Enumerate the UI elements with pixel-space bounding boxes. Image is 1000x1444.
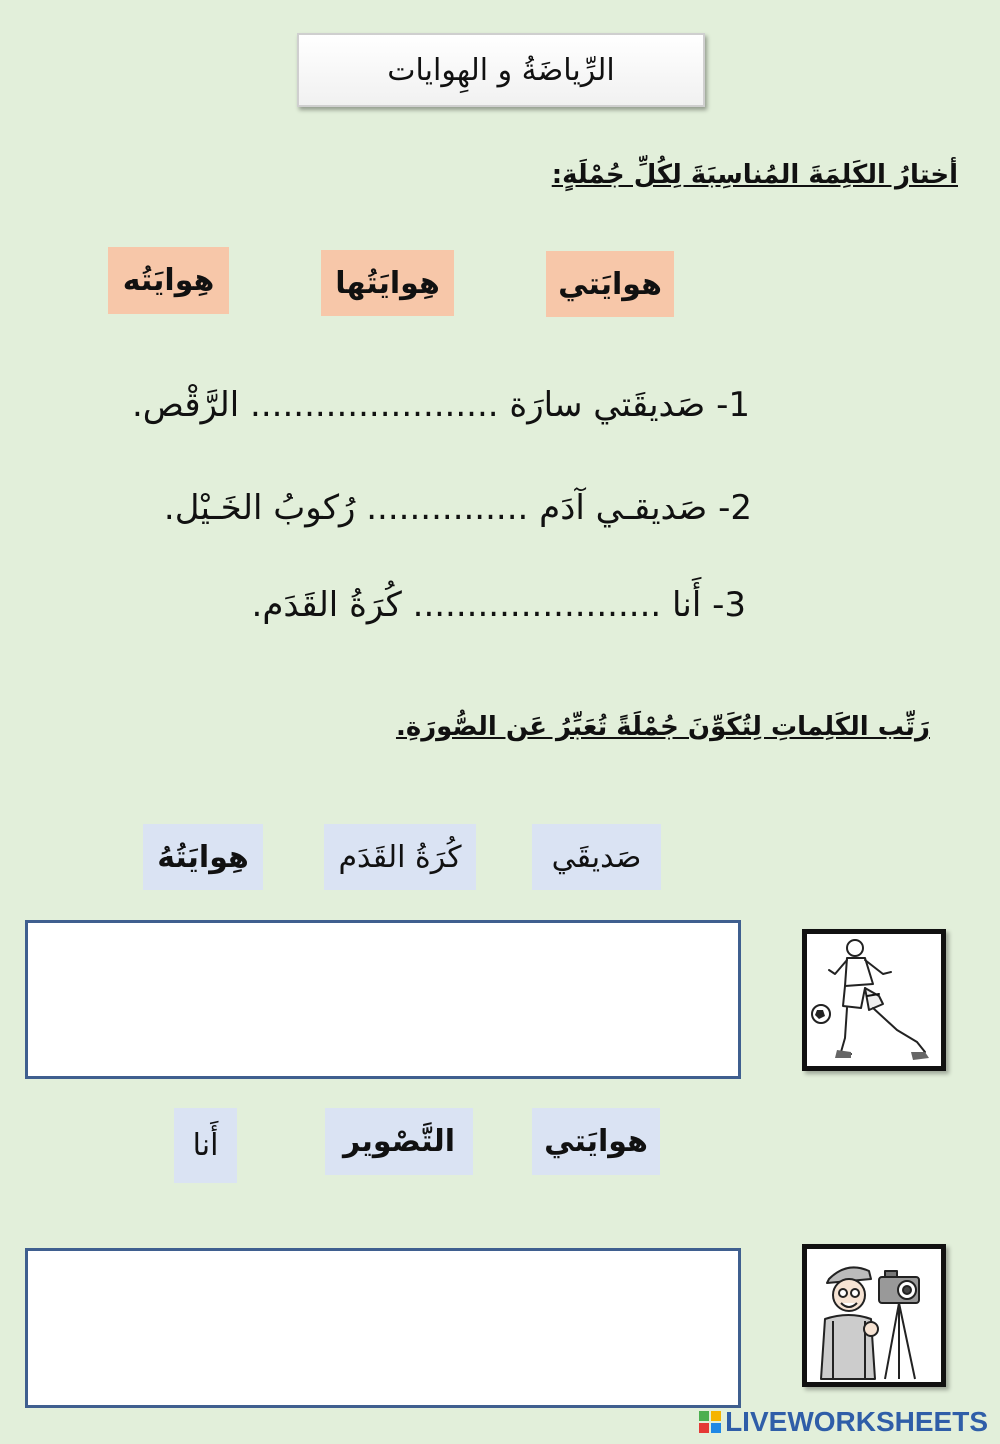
photographer-icon	[807, 1249, 941, 1382]
choice-word-1[interactable]: هوايَتي	[546, 251, 674, 317]
picture-soccer-player	[802, 929, 946, 1071]
arrange-word-2-1[interactable]: هوايَتي	[532, 1108, 660, 1175]
choice-word-3[interactable]: هِوايَتُه	[108, 247, 229, 314]
page-title: الرِّياضَةُ و الهِوايات	[297, 33, 705, 107]
instruction-arrange-words: رَتِّب الكَلِماتِ لِتُكَوِّنَ جُمْلَةً تُعَبِّرُ عَن الصُّورَةِ.	[395, 712, 930, 742]
arrange-word-2-2[interactable]: التَّصْوير	[325, 1108, 473, 1175]
answer-box-2[interactable]	[25, 1248, 741, 1408]
arrange-word-1-3[interactable]: هِوايَتُهُ	[143, 824, 263, 890]
sentence-3: 3- أَنا ....................... كُرَةُ القَدَم.	[251, 585, 746, 625]
brand-text: LIVEWORKSHEETS	[725, 1406, 988, 1437]
arrange-word-1-1[interactable]: صَديقَي	[532, 824, 661, 890]
instruction-choose-word: أختارُ الكَلِمَةَ المُناسِبَةَ لِكُلِّ جُمْلَةٍ:	[551, 160, 958, 190]
sentence-2: 2- صَديقـي آدَم ............... رُكوبُ الخَـيْل.	[163, 488, 752, 528]
soccer-player-icon	[807, 934, 941, 1066]
liveworksheets-brand	[699, 1406, 988, 1438]
picture-photographer	[802, 1244, 946, 1387]
sentence-1: 1- صَديقَتي سارَة ....................... الرَّقْص.	[131, 385, 750, 425]
arrange-word-1-2[interactable]: كُرَةُ القَدَم	[324, 824, 476, 890]
arrange-word-2-3[interactable]: أَنا	[174, 1108, 237, 1183]
choice-word-2[interactable]: هِوايَتُها	[321, 250, 454, 316]
answer-box-1[interactable]	[25, 920, 741, 1079]
brand-logo-icon	[699, 1411, 721, 1433]
